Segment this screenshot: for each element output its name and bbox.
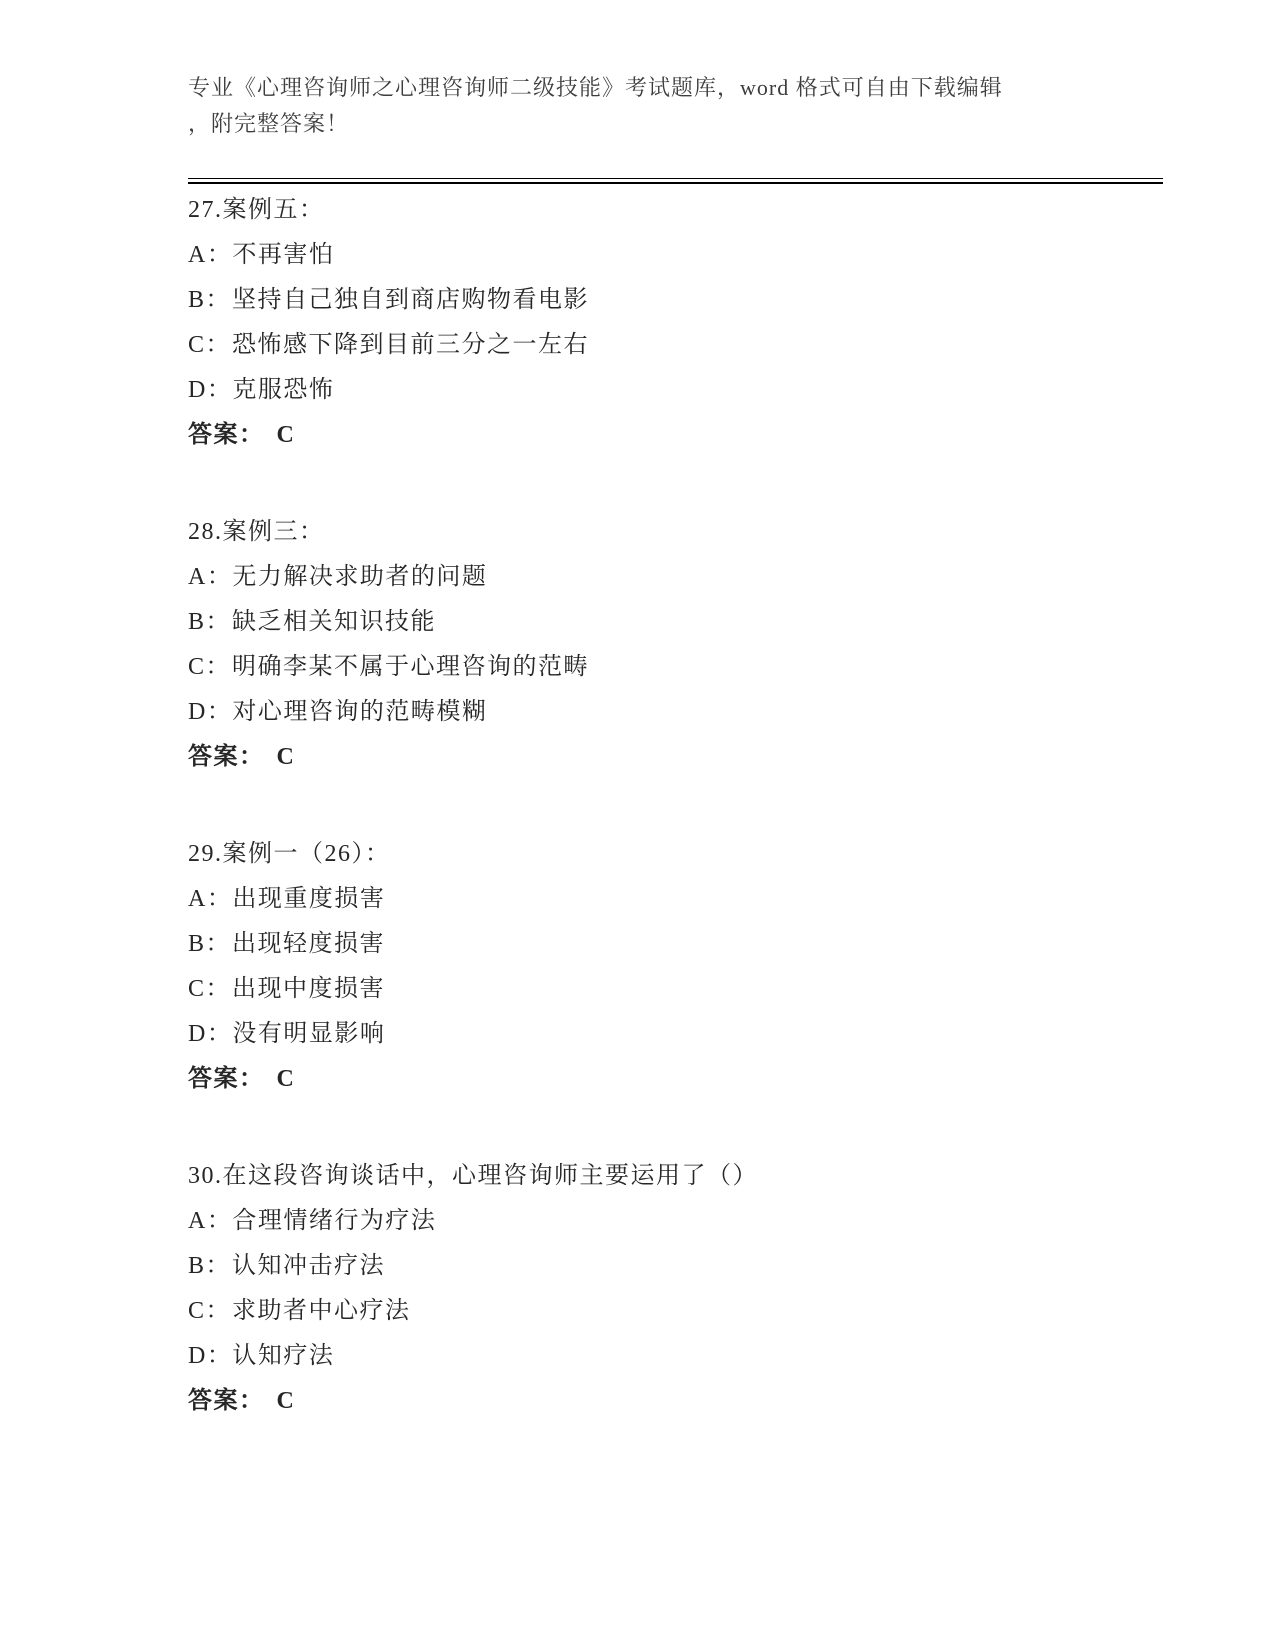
- option-b: [188, 922, 1163, 967]
- option-text: 合理情绪行为疗法: [232, 1208, 437, 1234]
- option-label: A：: [188, 1208, 233, 1234]
- option-text: 不再害怕: [232, 242, 335, 268]
- option-text: 克服恐怖: [232, 377, 335, 403]
- option-b: [188, 278, 1163, 323]
- option-label: D：: [188, 377, 233, 403]
- option-label: B：: [188, 609, 232, 635]
- option-text: 认知冲击疗法: [232, 1253, 385, 1279]
- question-title: [188, 832, 1163, 877]
- page-content: [188, 0, 1163, 1424]
- question-number: 29.: [188, 841, 223, 867]
- option-text: 明确李某不属于心理咨询的范畴: [232, 654, 589, 680]
- option-text: 对心理咨询的范畴模糊: [232, 699, 488, 725]
- option-a: [188, 233, 1163, 278]
- option-c: [188, 645, 1163, 690]
- option-c: [188, 323, 1163, 368]
- answer-line: [188, 1057, 1163, 1102]
- option-text: 认知疗法: [232, 1343, 335, 1369]
- option-text: 出现轻度损害: [232, 931, 385, 957]
- header-line-1: 专业《心理咨询师之心理咨询师二级技能》考试题库，word 格式可自由下载编辑: [188, 75, 1003, 100]
- question-title: [188, 510, 1163, 555]
- option-d: [188, 368, 1163, 413]
- option-text: 出现中度损害: [232, 976, 385, 1002]
- question-title: [188, 1154, 1163, 1199]
- question-27: [188, 188, 1163, 458]
- option-label: A：: [188, 886, 233, 912]
- answer-value: C: [276, 1066, 296, 1092]
- header-line-2: ，附完整答案！: [188, 111, 350, 136]
- answer-label: 答案：: [188, 1388, 265, 1414]
- answer-line: [188, 1379, 1163, 1424]
- option-d: [188, 690, 1163, 735]
- option-a: [188, 1199, 1163, 1244]
- question-29: [188, 832, 1163, 1102]
- question-stem: 案例一（26）：: [222, 841, 391, 867]
- option-d: [188, 1334, 1163, 1379]
- document-header: [188, 0, 1163, 142]
- option-label: B：: [188, 1253, 232, 1279]
- question-title: [188, 188, 1163, 233]
- option-label: B：: [188, 287, 232, 313]
- question-30: [188, 1154, 1163, 1424]
- answer-label: 答案：: [188, 1066, 265, 1092]
- question-stem: 案例五：: [222, 197, 325, 223]
- option-text: 没有明显影响: [232, 1021, 386, 1047]
- option-label: A：: [188, 564, 233, 590]
- answer-line: [188, 413, 1163, 458]
- option-label: D：: [188, 1343, 233, 1369]
- option-label: C：: [188, 1298, 232, 1324]
- option-d: [188, 1012, 1163, 1057]
- question-28: [188, 510, 1163, 780]
- option-text: 恐怖感下降到目前三分之一左右: [232, 332, 589, 358]
- option-text: 坚持自己独自到商店购物看电影: [232, 287, 589, 313]
- question-number: 28.: [188, 519, 223, 545]
- option-c: [188, 967, 1163, 1012]
- option-label: C：: [188, 332, 232, 358]
- option-label: D：: [188, 1021, 233, 1047]
- question-number: 30.: [188, 1163, 223, 1189]
- option-text: 出现重度损害: [232, 886, 386, 912]
- option-text: 求助者中心疗法: [232, 1298, 411, 1324]
- question-stem: 案例三：: [222, 519, 325, 545]
- option-text: 缺乏相关知识技能: [232, 609, 436, 635]
- option-b: [188, 1244, 1163, 1289]
- option-label: D：: [188, 699, 233, 725]
- option-b: [188, 600, 1163, 645]
- answer-value: C: [276, 744, 296, 770]
- answer-value: C: [276, 1388, 296, 1414]
- option-label: A：: [188, 242, 233, 268]
- question-stem: 在这段咨询谈话中，心理咨询师主要运用了（）: [222, 1163, 758, 1189]
- option-a: [188, 555, 1163, 600]
- option-label: C：: [188, 976, 232, 1002]
- answer-line: [188, 735, 1163, 780]
- answer-label: 答案：: [188, 422, 265, 448]
- question-number: 27.: [188, 197, 223, 223]
- header-divider-double-rule: [188, 178, 1163, 184]
- option-label: B：: [188, 931, 232, 957]
- option-label: C：: [188, 654, 232, 680]
- option-a: [188, 877, 1163, 922]
- option-c: [188, 1289, 1163, 1334]
- answer-label: 答案：: [188, 744, 265, 770]
- option-text: 无力解决求助者的问题: [232, 564, 488, 590]
- answer-value: C: [276, 422, 296, 448]
- question-list: [188, 188, 1163, 1424]
